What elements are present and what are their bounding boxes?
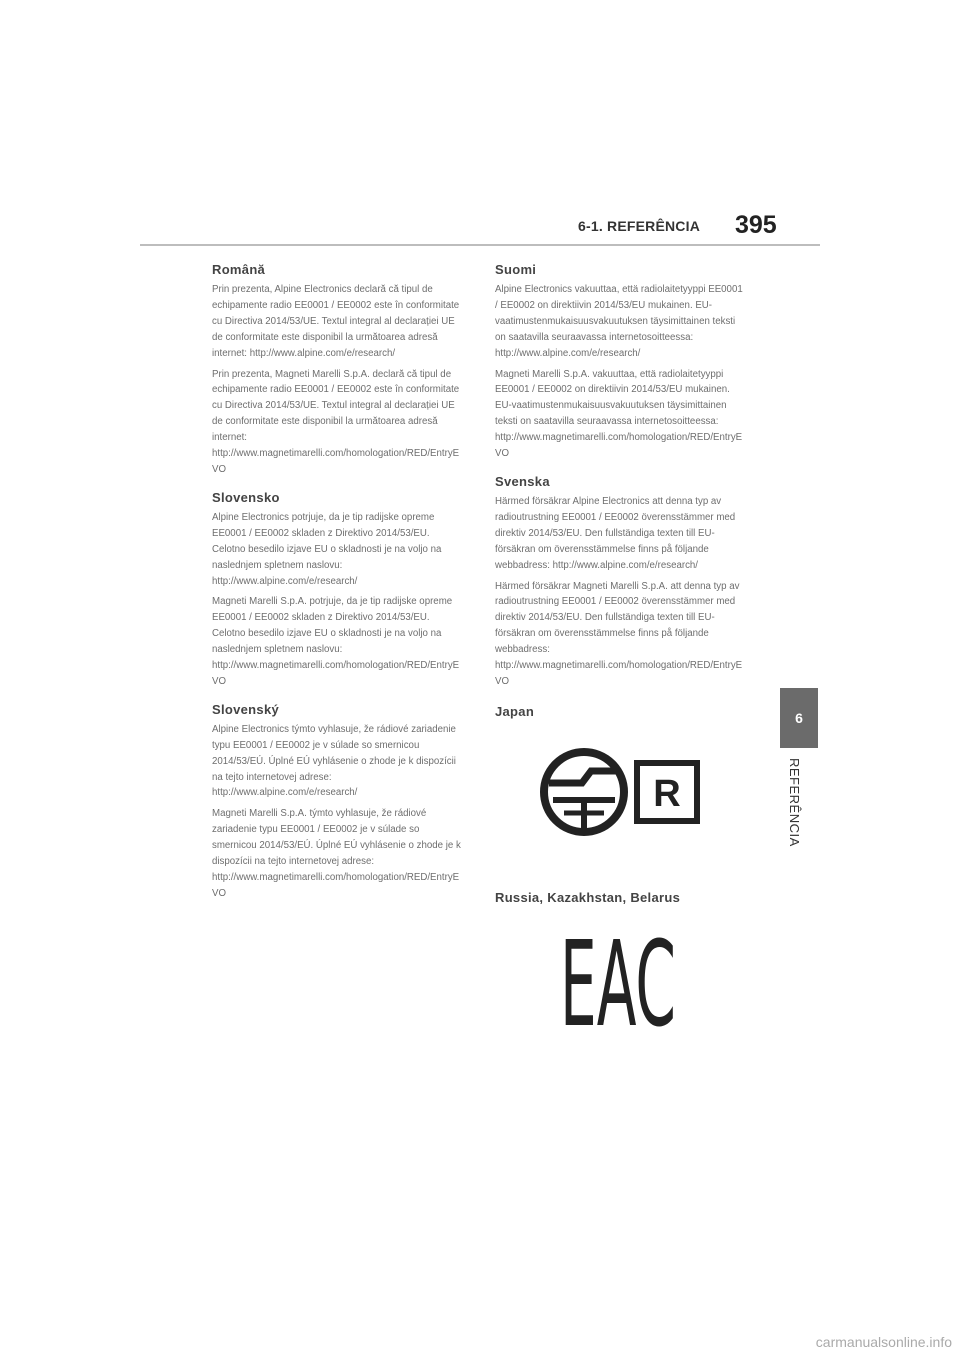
section-romana [212,262,464,478]
chapter-side-label: REFERÊNCIA [787,758,802,847]
paragraph: Prin prezenta, Alpine Electronics declară că tipul de echipamente radio EE0001 / EE0002 este în conformitate cu Directiva 2014/53/UE. Textul integral al declarației UE de conformitate este disponibil la următoarea adresă internet: http://www.alpine.com/e/research/ [212,284,460,359]
page-number: 395 [735,211,777,239]
section-slovensky [212,702,464,902]
paragraph: Magneti Marelli S.p.A. týmto vyhlasuje, že rádiové zariadenie typu EE0001 / EE0002 je v súlade so smernicou 2014/53/EÚ. Úplné EÚ vyhlásenie o zhode je k dispozícii na tejto internetovej adrese: http://www.magnetimarelli.com/homologation/RED/EntryEVO [212,808,461,899]
eac-mark-text: EAC [560,914,676,1053]
section-title: Română [212,262,266,277]
paragraph: Alpine Electronics týmto vyhlasuje, že rádiové zariadenie typu EE0001 / EE0002 je v súlade so smernicou 2014/53/EÚ. Úplné EÚ vyhlásenie o zhode je k dispozícii na tejto internetovej adrese: http://www.alpine.com/e/research/ [212,723,456,799]
mark-letter: R [653,772,681,815]
paragraph: Alpine Electronics potrjuje, da je tip radijske opreme EE0001 / EE0002 skladen z Direktivo 2014/53/EU. Celotno besedilo izjave EU o skladnosti je na voljo na naslednjem spletnem naslovu: http://www.alpine.com/e/research/ [212,511,442,587]
right-column [495,262,747,1053]
chapter-tab[interactable]: 6 [780,688,818,748]
section-title: Japan [495,703,535,719]
eac-mark-icon [560,914,676,1053]
header-divider [140,244,820,246]
header-section-title: 6-1. REFERÊNCIA [578,218,701,234]
paragraph: Alpine Electronics vakuuttaa, että radiolaitetyyppi EE0001 / EE0002 on direktiivin 2014/53/EU mukainen. EU-vaatimustenmukaisuusvakuutuksen täysimittainen teksti on saatavilla seuraavassa internetosoitteessa: http://www.alpine.com/e/research/ [495,284,743,359]
section-eac [495,889,747,1053]
section-title: Suomi [495,262,537,277]
section-slovensko [212,490,464,690]
eac-mark [560,914,747,1053]
paragraph: Prin prezenta, Magneti Marelli S.p.A. declară că tipul de echipamente radio EE0001 / EE0002 este în conformitate cu Directiva 2014/53/UE. Textul integral al declarației UE de conformitate este disponibil la următoarea adresă internet: http://www.magnetimarelli.com/homologation/RED/EntryEVO [212,368,460,475]
section-suomi [495,262,747,462]
telec-mark [539,743,747,846]
section-title: Russia, Kazakhstan, Belarus [495,889,681,905]
giteki-mark-icon [539,743,701,841]
section-title: Svenska [495,473,550,489]
paragraph: Magneti Marelli S.p.A. vakuuttaa, että radiolaitetyyppi EE0001 / EE0002 on direktiivin 2014/53/EU mukainen. EU-vaatimustenmukaisuusvakuutuksen täysimittainen teksti on saatavilla seuraavassa internetosoitteessa: http://www.magnetimarelli.com/homologation/RED/EntryEVO [495,368,743,460]
section-title: Slovensko [212,489,280,505]
watermark: carmanualsonline.info [815,1334,952,1350]
paragraph: Härmed försäkrar Alpine Electronics att denna typ av radioutrustning EE0001 / EE0002 överensstämmer med direktiv 2014/53/EU. Den fullständiga texten till EU-försäkran om överensstämmelse finns på följande webbadress: http://www.alpine.com/e/research/ [495,495,736,571]
section-japan [495,704,747,846]
left-column [212,262,464,914]
section-title: Slovenský [212,701,280,717]
section-svenska [495,474,747,690]
paragraph: Magneti Marelli S.p.A. potrjuje, da je tip radijske opreme EE0001 / EE0002 skladen z Direktivo 2014/53/EU. Celotno besedilo izjave EU o skladnosti je na voljo na naslednjem spletnem naslovu: http://www.magnetimarelli.com/homologation/RED/EntryEVO [212,596,460,687]
paragraph: Härmed försäkrar Magneti Marelli S.p.A. att denna typ av radioutrustning EE0001 / EE0002 överensstämmer med direktiv 2014/53/EU. Den fullständiga texten till EU-försäkran om överensstämmelse finns på följande webbadress: http://www.magnetimarelli.com/homologation/RED/EntryEVO [495,580,743,687]
